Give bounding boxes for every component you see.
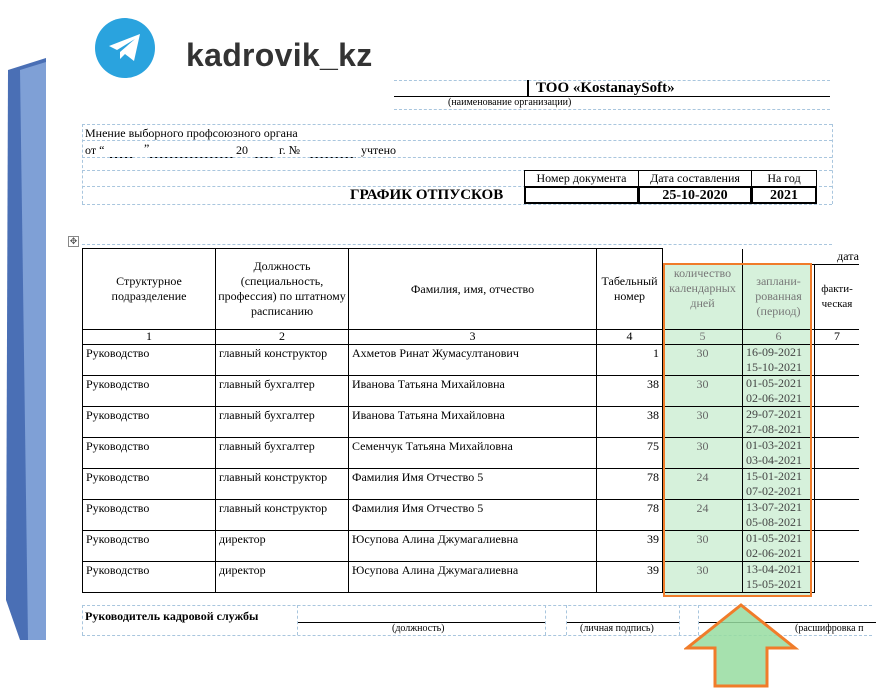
cell-tab-number[interactable]: 39: [597, 562, 663, 593]
cell-department[interactable]: Руководство: [83, 500, 216, 531]
cell-department[interactable]: Руководство: [83, 531, 216, 562]
col-number: 3: [349, 330, 597, 345]
number-prefix: г. №: [279, 143, 301, 157]
period-end: 05-08-2021: [746, 515, 802, 529]
col-number: 4: [597, 330, 663, 345]
cell-actual[interactable]: [815, 531, 860, 562]
period-start: 29-07-2021: [746, 407, 802, 421]
col-number: 7: [815, 330, 860, 345]
doc-year-label: На год: [751, 170, 817, 187]
table-move-handle-icon[interactable]: ✥: [69, 236, 78, 246]
caption-decode: (расшифровка п: [795, 623, 864, 634]
cell-position[interactable]: директор: [216, 562, 349, 593]
cell-position[interactable]: главный бухгалтер: [216, 407, 349, 438]
header-full-name: Фамилия, имя, отчество: [349, 249, 597, 330]
cell-tab-number[interactable]: 1: [597, 345, 663, 376]
cell-position[interactable]: директор: [216, 531, 349, 562]
header-department: Структурное подразделение: [83, 249, 216, 330]
period-start: 13-07-2021: [746, 500, 802, 514]
organization-name: ТОО «KostanaySoft»: [536, 80, 675, 96]
channel-header: [70, 0, 876, 80]
highlight-frame: [663, 263, 812, 597]
cell-full-name[interactable]: Иванова Татьяна Михайловна: [349, 407, 597, 438]
period-end: 15-05-2021: [746, 577, 802, 591]
cell-days[interactable]: 30: [663, 562, 743, 593]
date-quote-close: ”: [144, 141, 150, 155]
channel-name: kadrovik_kz: [186, 37, 373, 73]
period-start: 01-05-2021: [746, 531, 802, 545]
cell-days[interactable]: 24: [663, 500, 743, 531]
cell-actual[interactable]: [815, 345, 860, 376]
cell-tab-number[interactable]: 78: [597, 469, 663, 500]
cell-days[interactable]: 30: [663, 376, 743, 407]
period-start: 01-03-2021: [746, 438, 802, 452]
cell-full-name[interactable]: Фамилия Имя Отчество 5: [349, 469, 597, 500]
col-number: 2: [216, 330, 349, 345]
date-prefix: от “: [85, 143, 105, 157]
year-prefix: 20: [236, 143, 248, 157]
cell-days[interactable]: 30: [663, 407, 743, 438]
period-start: 01-05-2021: [746, 376, 802, 390]
cell-position[interactable]: главный конструктор: [216, 500, 349, 531]
col-number: 6: [743, 330, 815, 345]
header-planned: заплани-рованная (период): [743, 264, 815, 330]
period-start: 15-01-2021: [746, 469, 802, 483]
cell-tab-number[interactable]: 39: [597, 531, 663, 562]
cell-tab-number[interactable]: 38: [597, 407, 663, 438]
col-number: 1: [83, 330, 216, 345]
cell-tab-number[interactable]: 38: [597, 376, 663, 407]
cell-tab-number[interactable]: 78: [597, 500, 663, 531]
cell-department[interactable]: Руководство: [83, 407, 216, 438]
cell-position[interactable]: главный бухгалтер: [216, 438, 349, 469]
cell-actual[interactable]: [815, 500, 860, 531]
cell-actual[interactable]: [815, 376, 860, 407]
telegram-icon: [95, 18, 155, 78]
doc-date-value: 25-10-2020: [638, 186, 752, 204]
cell-days[interactable]: 30: [663, 438, 743, 469]
cell-department[interactable]: Руководство: [83, 438, 216, 469]
doc-date-label: Дата составления: [638, 170, 752, 187]
cell-department[interactable]: Руководство: [83, 345, 216, 376]
header-tab-number: Табельный номер: [597, 249, 663, 330]
header-days: количество календарных дней: [663, 249, 743, 330]
header-date-group: дата: [743, 249, 860, 265]
cell-full-name[interactable]: Фамилия Имя Отчество 5: [349, 500, 597, 531]
cell-days[interactable]: 24: [663, 469, 743, 500]
doc-number-value: [524, 186, 639, 204]
cell-full-name[interactable]: Юсупова Алина Джумагалиевна: [349, 531, 597, 562]
cell-full-name[interactable]: Семенчук Татьяна Михайловна: [349, 438, 597, 469]
col-number: 5: [663, 330, 743, 345]
cell-position[interactable]: главный бухгалтер: [216, 376, 349, 407]
caption-position: (должность): [392, 623, 445, 634]
header-actual: факти-ческая: [815, 264, 860, 330]
period-end: 02-06-2021: [746, 391, 802, 405]
cell-department[interactable]: Руководство: [83, 469, 216, 500]
cell-position[interactable]: главный конструктор: [216, 469, 349, 500]
cell-department[interactable]: Руководство: [83, 376, 216, 407]
cell-actual[interactable]: [815, 438, 860, 469]
cell-position[interactable]: главный конструктор: [216, 345, 349, 376]
cell-actual[interactable]: [815, 407, 860, 438]
doc-number-label: Номер документа: [524, 170, 639, 187]
cell-tab-number[interactable]: 75: [597, 438, 663, 469]
header-position: Должность (специальность, профессия) по штатному расписанию: [216, 249, 349, 330]
cell-full-name[interactable]: Юсупова Алина Джумагалиевна: [349, 562, 597, 593]
page-title: ГРАФИК ОТПУСКОВ: [350, 187, 504, 203]
period-end: 02-06-2021: [746, 546, 802, 560]
organization-caption: (наименование организации): [448, 97, 572, 108]
cell-actual[interactable]: [815, 469, 860, 500]
period-end: 03-04-2021: [746, 453, 802, 467]
cell-department[interactable]: Руководство: [83, 562, 216, 593]
union-opinion-label: Мнение выборного профсоюзного органа: [85, 126, 298, 140]
cell-days[interactable]: 30: [663, 531, 743, 562]
period-end: 15-10-2021: [746, 360, 802, 374]
cell-full-name[interactable]: Ахметов Ринат Жумасултанович: [349, 345, 597, 376]
period-start: 16-09-2021: [746, 345, 802, 359]
period-start: 13-04-2021: [746, 562, 802, 576]
cell-full-name[interactable]: Иванова Татьяна Михайловна: [349, 376, 597, 407]
accounted-label: учтено: [361, 143, 397, 157]
page-edge-shadow: [0, 0, 48, 640]
period-end: 27-08-2021: [746, 422, 802, 436]
hr-head-label: Руководитель кадровой службы: [85, 609, 259, 623]
period-end: 07-02-2021: [746, 484, 802, 498]
up-arrow-icon: [684, 600, 800, 694]
cell-actual[interactable]: [815, 562, 860, 593]
caption-signature: (личная подпись): [580, 623, 654, 634]
cell-days[interactable]: 30: [663, 345, 743, 376]
doc-year-value: 2021: [751, 186, 817, 204]
